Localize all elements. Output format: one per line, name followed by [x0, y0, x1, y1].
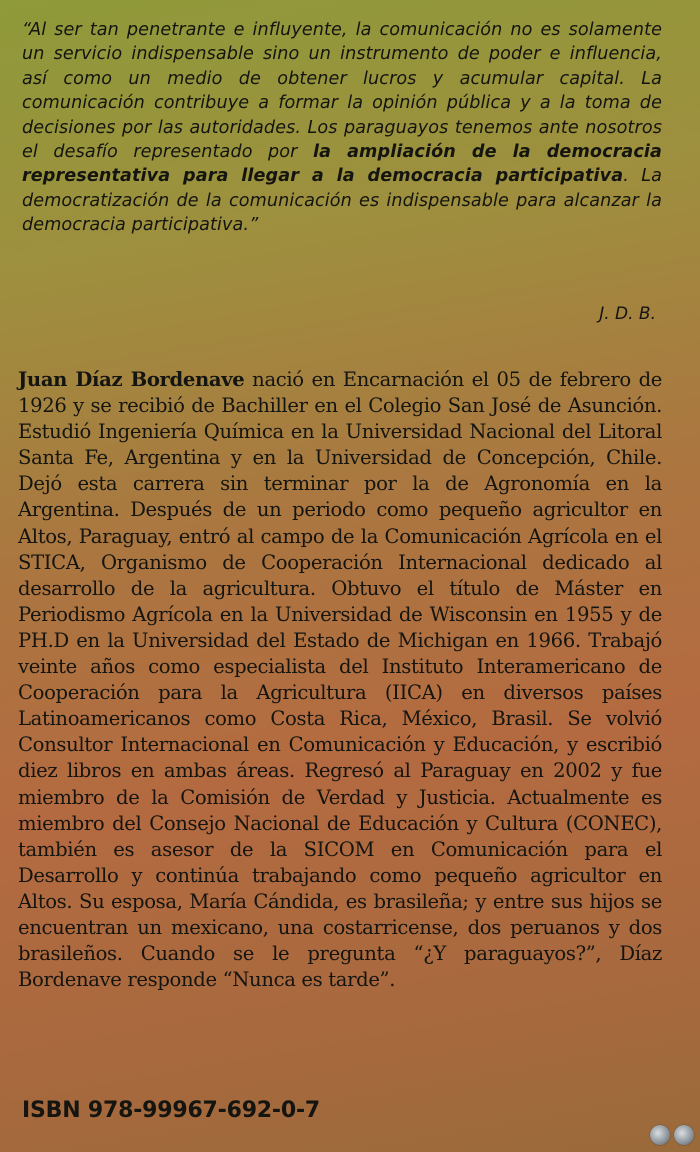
author-name: Juan Díaz Bordenave: [18, 368, 245, 391]
quote-text-2: . La democratización de la comunicación es indispensable para alcanzar la democracia participativa.”: [22, 166, 663, 236]
quote-signature: J. D. B.: [599, 304, 656, 324]
isbn-number: ISBN 978-99967-692-0-7: [22, 1098, 320, 1123]
epigraph-quote: [22, 18, 662, 238]
seal-icon: [650, 1125, 670, 1145]
quote-bold-text: la ampliación de la democracia representativa para llegar a la democracia participativa: [22, 142, 662, 187]
publisher-logos: [650, 1125, 694, 1145]
author-biography: [18, 367, 662, 993]
biography-text: nació en Encarnación el 05 de febrero de 1926 y se recibió de Bachiller en el Colegio San José de Asunción. Estudió Ingeniería Química en la Universidad Nacional del Litoral Santa Fe, Argentina y en la Universidad de Concepción, Chile. Dejó esta carrera sin terminar por la de Agronomía en la Argentina. Después de un periodo como pequeño agricultor en Altos, Paraguay, entró al campo de la Comunicación Agrícola en el STICA, Organismo de Cooperación Internacional dedicado al desarrollo de la agricultura. Obtuvo el título de Máster en Periodismo Agrícola en la Universidad de Wisconsin en 1955 y de PH.D en la Universidad del Estado de Michigan en 1966. Trabajó veinte años como especialista del Instituto Interamericano de Cooperación para la Agricultura (IICA) en diversos países Latinoamericanos como Costa Rica, México, Brasil. Se volvió Consultor Internacional en Comunicación y Educación, y escribió diez libros en ambas áreas. Regresó al Paraguay en 2002 y fue miembro de la Comisión de Verdad y Justicia. Actualmente es miembro del Consejo Nacional de Educación y Cultura (CONEC), también es asesor de la SICOM en Comunicación para el Desarrollo y continúa trabajando como pequeño agricultor en Altos. Su esposa, María Cándida, es brasileña; y entre sus hijos se encuentran un mexicano, una costarricense, dos peruanos y dos brasileños. Cuando se le pregunta “¿Y paraguayos?”, Díaz Bordenave responde “Nunca es tarde”.: [18, 368, 663, 992]
quote-text-1: “Al ser tan penetrante e influyente, la comunicación no es solamente un servicio indispensable sino un instrumento de poder e influencia, así como un medio de obtener lucros y acumular capital. La comunicación contribuye a formar la opinión pública y a la toma de decisiones por las autoridades. Los paraguayos tenemos ante nosotros el desafío representado por: [22, 20, 662, 163]
seal-icon: [674, 1125, 694, 1145]
